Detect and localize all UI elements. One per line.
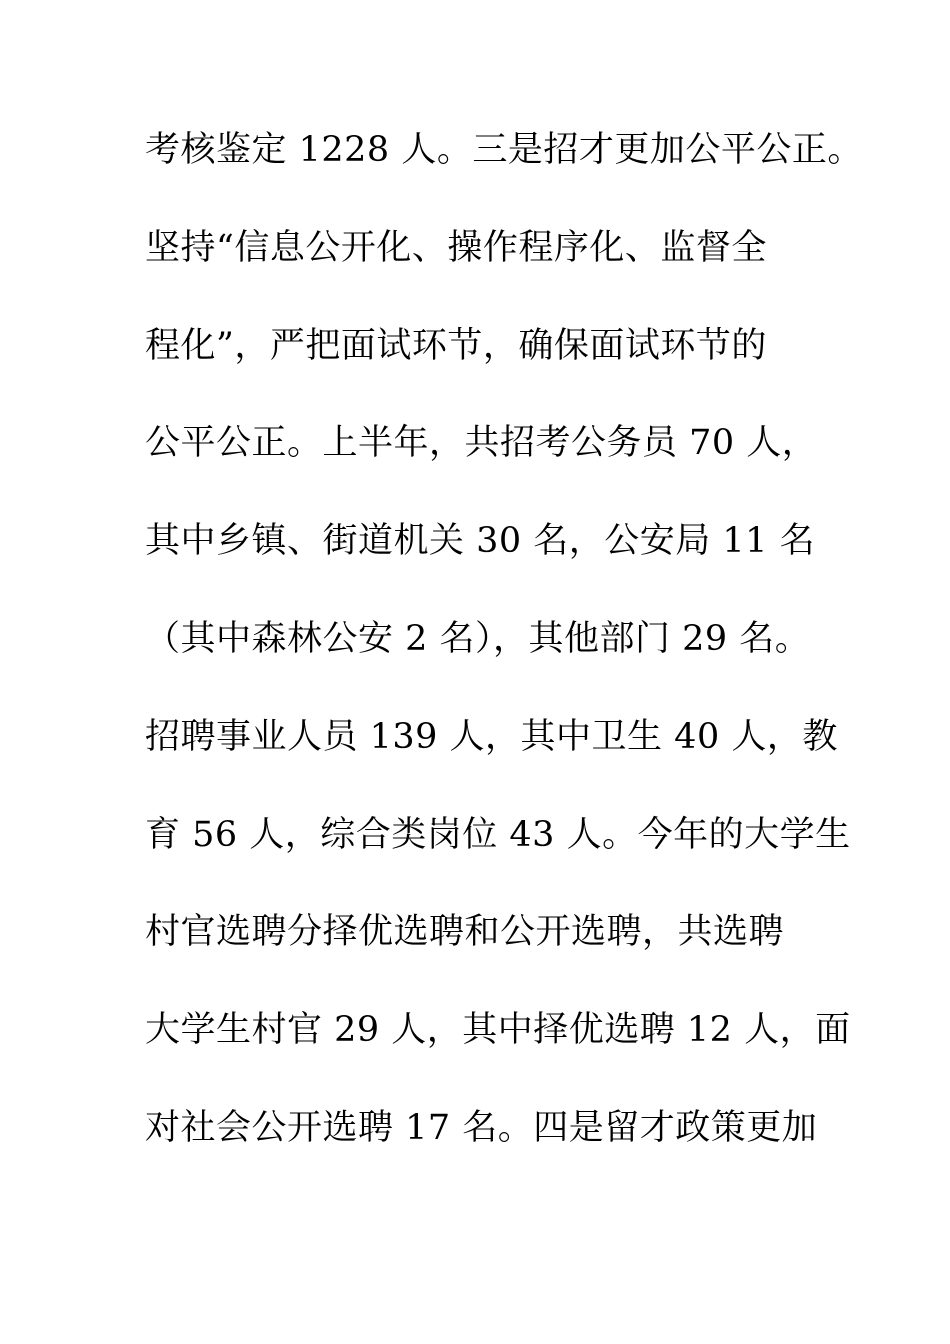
text-line: 坚持“信息公开化、操作程序化、监督全: [145, 227, 767, 268]
body-text: [145, 120, 863, 1196]
text-line: 招聘事业人员 139 人，其中卫生 40 人，教: [145, 716, 838, 757]
text-line: 程化”，严把面试环节，确保面试环节的: [145, 325, 767, 366]
text-line: 对社会公开选聘 17 名。四是留才政策更加: [145, 1107, 818, 1148]
text-line: 公平公正。上半年，共招考公务员 70 人，: [145, 423, 818, 464]
text-line: 其中乡镇、街道机关 30 名，公安局 11 名: [145, 521, 816, 562]
text-line: 育 56 人，综合类岗位 43 人。今年的大学生: [145, 814, 851, 855]
text-line: 大学生村官 29 人，其中择优选聘 12 人，面: [145, 1010, 851, 1051]
text-line: （其中森林公安 2 名），其他部门 29 名。: [145, 618, 811, 659]
text-line: 考核鉴定 1228 人。三是招才更加公平公正。: [145, 130, 863, 170]
text-line: 村官选聘分择优选聘和公开选聘，共选聘: [145, 912, 785, 953]
